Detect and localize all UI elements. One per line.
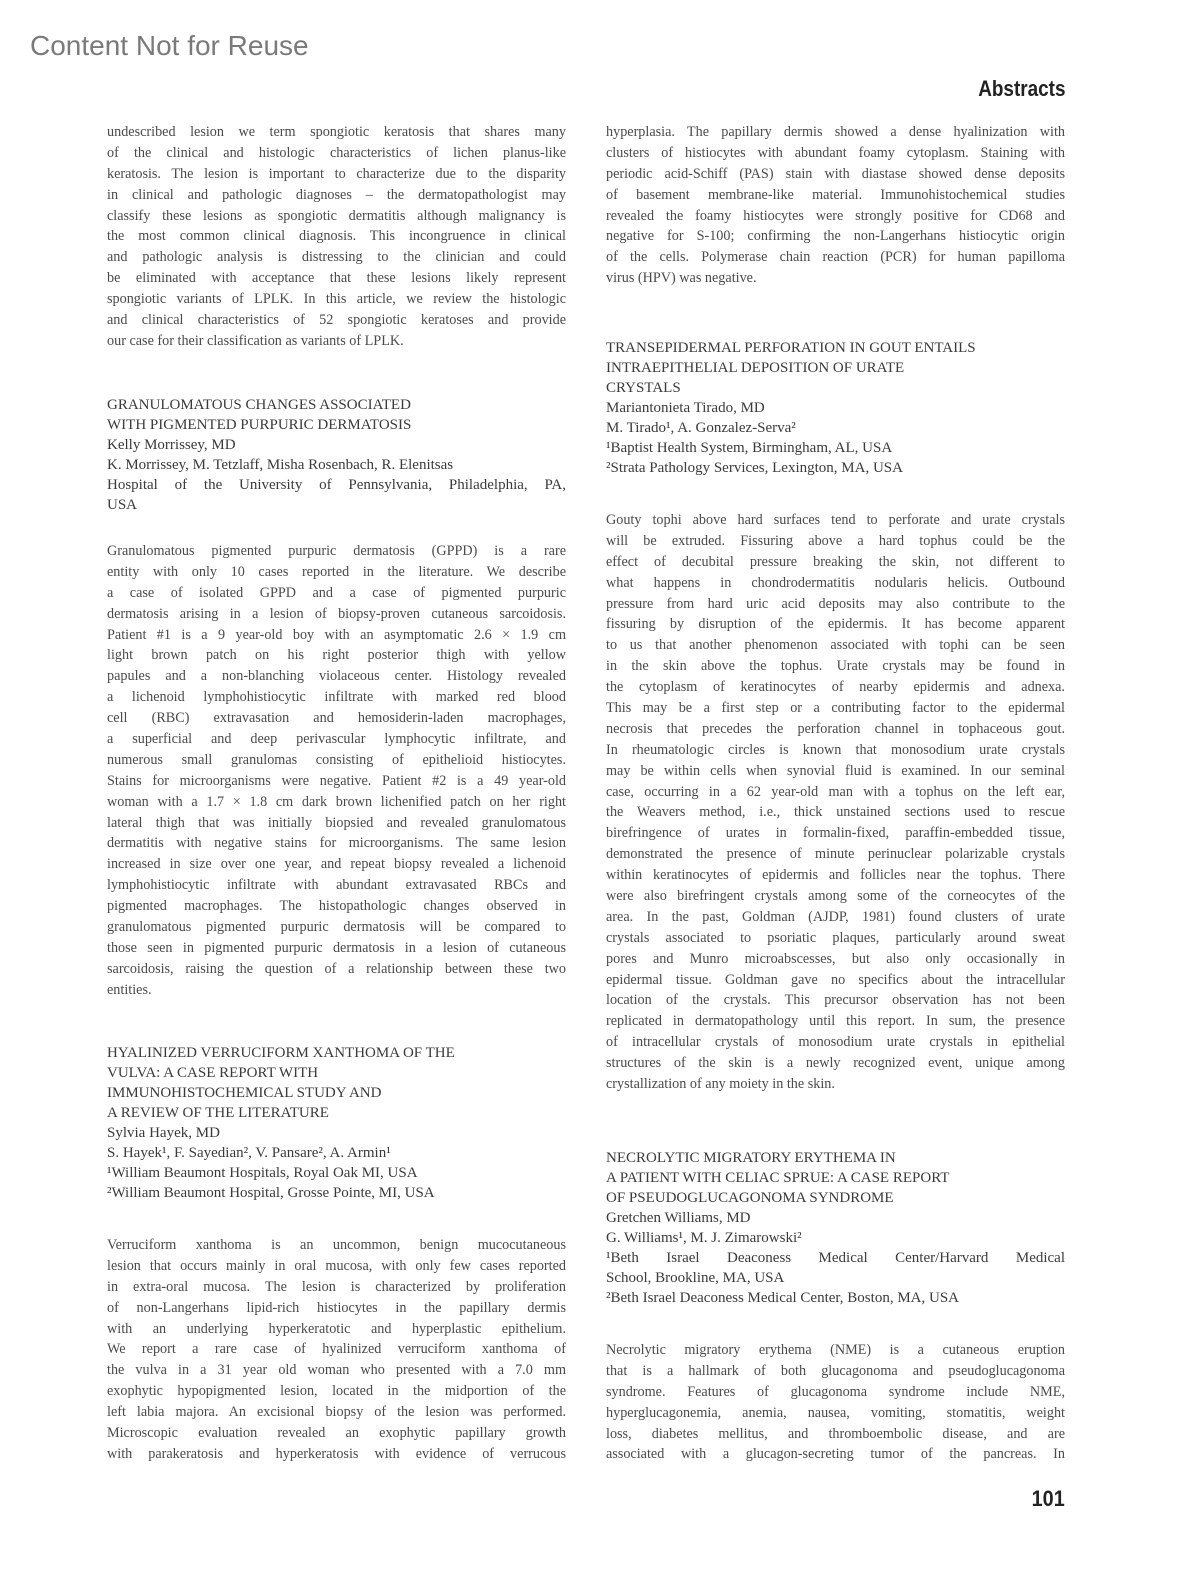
text-line: of the cells. Polymerase chain reaction (PCR) for human papilloma xyxy=(606,249,1065,266)
abstract-title-line: TRANSEPIDERMAL PERFORATION IN GOUT ENTAILS xyxy=(606,340,976,356)
text-line: the vulva in a 31 year old woman who presented with a 7.0 mm xyxy=(107,1362,566,1379)
text-line: revealed the foamy histiocytes were strongly positive for CD68 and xyxy=(606,207,1065,224)
abstract-title-line: NECROLYTIC MIGRATORY ERYTHEMA IN xyxy=(606,1150,896,1166)
text-line: granulomatous pigmented purpuric dermatosis will be compared to xyxy=(107,919,566,936)
author-affiliation-line: A REVIEW OF THE LITERATURE xyxy=(107,1105,329,1121)
text-line: will be extruded. Fissuring above a hard tophus could be the xyxy=(606,532,1065,549)
text-line: and pathologic analysis is distressing to the clinician and could xyxy=(107,249,566,266)
watermark: Content Not for Reuse xyxy=(30,30,309,61)
text-line: the cytoplasm of keratinocytes of nearby epidermis and adnexa. xyxy=(606,679,1065,696)
text-line: effect of decubital pressure breaking the skin, not different to xyxy=(606,553,1065,570)
text-line: necrosis that precedes the perforation channel in tophaceous gout. xyxy=(606,720,1065,737)
text-line: virus (HPV) was negative. xyxy=(606,270,757,287)
abstract-body-gout xyxy=(606,510,1065,1095)
text-line: be eliminated with acceptance that these lesions likely represent xyxy=(107,270,566,287)
text-line: those seen in pigmented purpuric dermatosis in a lesion of cutaneous xyxy=(107,939,566,956)
text-line: and clinical characteristics of 52 spongiotic keratoses and provide xyxy=(107,312,566,329)
abstract-title-line: INTRAEPITHELIAL DEPOSITION OF URATE xyxy=(606,360,905,376)
text-line: replicated in dermatopathology until this report. In sum, the presence xyxy=(606,1013,1065,1030)
abstract-title-line: OF PSEUDOGLUCAGONOMA SYNDROME xyxy=(606,1190,894,1206)
text-line: undescribed lesion we term spongiotic keratosis that shares many xyxy=(107,124,566,140)
text-line: crystallization of any moiety in the skin. xyxy=(606,1076,835,1093)
text-line: dermatosis arising in a lesion of biopsy-proven cutaneous sarcoidosis. xyxy=(107,605,566,622)
text-line: fissuring by disruption of the epidermis. It has become apparent xyxy=(606,616,1065,633)
text-line: light brown patch on his right posterior thigh with yellow xyxy=(107,647,566,664)
abstract-header-xanthoma xyxy=(107,1043,566,1203)
text-line: Patient #1 is a 9 year-old boy with an asymptomatic 2.6 × 1.9 cm xyxy=(107,626,566,643)
author-affiliation-line: K. Morrissey, M. Tetzlaff, Misha Rosenbach, R. Elenitsas xyxy=(107,457,454,473)
text-line: Microscopic evaluation revealed an exophytic papillary growth xyxy=(107,1425,566,1442)
author-affiliation-line: ¹Beth Israel Deaconess Medical Center/Harvard Medical xyxy=(606,1250,1065,1266)
text-line: entities. xyxy=(107,981,152,998)
abstract-header-gppd xyxy=(107,395,566,515)
text-line: pores and Munro microabscesses, but also only occasionally in xyxy=(606,950,1065,967)
author-affiliation-line: ²Beth Israel Deaconess Medical Center, Boston, MA, USA xyxy=(606,1290,959,1306)
text-line: hyperglucagonemia, anemia, nausea, vomiting, stomatitis, weight xyxy=(606,1404,1065,1421)
continued-abstract-text xyxy=(107,122,566,352)
abstract-title-line: GRANULOMATOUS CHANGES ASSOCIATED xyxy=(107,397,411,413)
text-line: periodic acid-Schiff (PAS) stain with diastase showed dense deposits xyxy=(606,165,1065,182)
text-line: negative for S-100; confirming the non-Langerhans histiocytic origin xyxy=(606,228,1065,245)
author-affiliation-line: ¹Baptist Health System, Birmingham, AL, USA xyxy=(606,440,893,456)
text-line: dermatitis with negative stains for microorganisms. The same lesion xyxy=(107,835,566,852)
text-line: with an underlying hyperkeratotic and hyperplastic epithelium. xyxy=(107,1320,566,1337)
text-line: the most common clinical diagnosis. This incongruence in clinical xyxy=(107,228,566,245)
abstract-body-xanthoma xyxy=(107,1235,566,1465)
text-line: sarcoidosis, raising the question of a relationship between these two xyxy=(107,960,566,977)
abstract-header-nme xyxy=(606,1148,1065,1308)
text-line: were also birefringent crystals among some of the corneocytes of the xyxy=(606,888,1065,905)
author-affiliation-line: G. Williams¹, M. J. Zimarowski² xyxy=(606,1230,802,1246)
text-line: Verruciform xanthoma is an uncommon, benign mucocutaneous xyxy=(107,1237,566,1253)
abstract-title-line: HYALINIZED VERRUCIFORM XANTHOMA OF THE xyxy=(107,1045,455,1061)
text-line: syndrome. Features of glucagonoma syndrome include NME, xyxy=(606,1383,1065,1400)
text-line: lymphohistiocytic infiltrate with abundant extravasated RBCs and xyxy=(107,877,566,894)
author-affiliation-line: Kelly Morrissey, MD xyxy=(107,437,236,453)
abstract-title-line: VULVA: A CASE REPORT WITH xyxy=(107,1065,319,1081)
continued-abstract-text-xanthoma xyxy=(606,122,1065,289)
text-line: what happens in chondrodermatitis nodularis helicis. Outbound xyxy=(606,574,1065,591)
text-line: birefringence of urates in formalin-fixed, paraffin-embedded tissue, xyxy=(606,825,1065,842)
author-affiliation-line: Sylvia Hayek, MD xyxy=(107,1125,220,1141)
text-line: a lichenoid lymphohistiocytic infiltrate with marked red blood xyxy=(107,689,566,706)
text-line: demonstrated the presence of minute perinuclear polarizable crystals xyxy=(606,846,1065,863)
text-line: structures of the skin is a newly recognized event, unique among xyxy=(606,1055,1065,1072)
text-line: our case for their classification as variants of LPLK. xyxy=(107,332,404,349)
text-line: to us that another phenomenon associated with tophi can be seen xyxy=(606,637,1065,654)
text-line: papules and a non-blanching violaceous center. Histology revealed xyxy=(107,668,566,685)
abstract-title-line: CRYSTALS xyxy=(606,380,681,396)
text-line: hyperplasia. The papillary dermis showed a dense hyalinization with xyxy=(606,124,1065,140)
text-line: This may be a first step or a contributing factor to the epidermal xyxy=(606,700,1065,717)
text-line: In rheumatologic circles is known that monosodium urate crystals xyxy=(606,741,1065,758)
text-line: Gouty tophi above hard surfaces tend to perforate and urate crystals xyxy=(606,512,1065,528)
text-line: keratosis. The lesion is important to characterize due to the disparity xyxy=(107,165,566,182)
text-line: a superficial and deep perivascular lymphocytic infiltrate, and xyxy=(107,731,566,748)
abstract-body-gppd xyxy=(107,541,566,1001)
text-line: Granulomatous pigmented purpuric dermatosis (GPPD) is a rare xyxy=(107,543,566,559)
text-line: that is a hallmark of both glucagonoma and pseudoglucagonoma xyxy=(606,1362,1065,1379)
abstract-title-line: IMMUNOHISTOCHEMICAL STUDY AND xyxy=(107,1085,382,1101)
abstract-header-gout xyxy=(606,338,1065,478)
text-line: pigmented macrophages. The histopathologic changes observed in xyxy=(107,898,566,915)
text-line: crystals associated to psoriatic plaques, particularly around sweat xyxy=(606,929,1065,946)
text-line: Necrolytic migratory erythema (NME) is a cutaneous eruption xyxy=(606,1342,1065,1358)
author-affiliation-line: Mariantonieta Tirado, MD xyxy=(606,400,765,416)
text-line: clusters of histiocytes with abundant foamy cytoplasm. Staining with xyxy=(606,144,1065,161)
abstract-title-line: A PATIENT WITH CELIAC SPRUE: A CASE REPORT xyxy=(606,1170,950,1186)
text-line: associated with a glucagon-secreting tumor of the pancreas. In xyxy=(606,1446,1065,1463)
author-affiliation-line: Hospital of the University of Pennsylvania, Philadelphia, PA, xyxy=(107,477,566,493)
text-line: area. In the past, Goldman (AJDP, 1981) found clusters of urate xyxy=(606,908,1065,925)
text-line: the Weavers method, i.e., thick unstained sections used to rescue xyxy=(606,804,1065,821)
text-line: classify these lesions as spongiotic dermatitis although malignancy is xyxy=(107,207,566,224)
author-affiliation-line: School, Brookline, MA, USA xyxy=(606,1270,785,1286)
section-label: Abstracts xyxy=(977,76,1065,101)
text-line: of intracellular crystals of monosodium urate crystals in epithelial xyxy=(606,1034,1065,1051)
text-line: pressure from hard uric acid deposits may also contribute to the xyxy=(606,595,1065,612)
author-affiliation-line: ¹William Beaumont Hospitals, Royal Oak MI, USA xyxy=(107,1165,418,1181)
text-line: with parakeratosis and hyperkeratosis with evidence of verrucous xyxy=(107,1445,566,1462)
text-line: increased in size over one year, and repeat biopsy revealed a lichenoid xyxy=(107,856,566,873)
text-line: numerous small granulomas consisting of epithelioid histiocytes. xyxy=(107,751,566,768)
author-affiliation-line: ²Strata Pathology Services, Lexington, MA, USA xyxy=(606,460,903,476)
text-line: location of the crystals. This precursor observation has not been xyxy=(606,992,1065,1009)
text-line: spongiotic variants of LPLK. In this article, we review the histologic xyxy=(107,291,566,308)
text-line: in extra-oral mucosa. The lesion is characterized by proliferation xyxy=(107,1278,566,1295)
author-affiliation-line: S. Hayek¹, F. Sayedian², V. Pansare², A. Armin¹ xyxy=(107,1145,391,1161)
text-line: lateral thigh that was initially biopsied and revealed granulomatous xyxy=(107,814,566,831)
abstract-title-line: WITH PIGMENTED PURPURIC DERMATOSIS xyxy=(107,417,412,433)
text-line: loss, diabetes mellitus, and thromboembolic disease, and are xyxy=(606,1425,1065,1442)
author-affiliation-line: USA xyxy=(107,497,138,513)
abstract-body-nme xyxy=(606,1340,1065,1465)
text-line: lesion that occurs mainly in oral mucosa, with only few cases reported xyxy=(107,1257,566,1274)
text-line: exophytic hypopigmented lesion, located in the midportion of the xyxy=(107,1383,566,1400)
text-line: left labia majora. An excisional biopsy of the lesion was performed. xyxy=(107,1404,566,1421)
text-line: cell (RBC) extravasation and hemosiderin-laden macrophages, xyxy=(107,710,566,727)
text-line: a case of isolated GPPD and a case of pigmented purpuric xyxy=(107,584,566,601)
text-line: entity with only 10 cases reported in the literature. We describe xyxy=(107,563,566,580)
text-line: of non-Langerhans lipid-rich histiocytes in the papillary dermis xyxy=(107,1299,566,1316)
author-affiliation-line: ²William Beaumont Hospital, Grosse Pointe, MI, USA xyxy=(107,1185,435,1201)
text-line: woman with a 1.7 × 1.8 cm dark brown lichenified patch on her right xyxy=(107,793,566,810)
text-line: within keratinocytes of epidermis and follicles near the tophus. There xyxy=(606,867,1065,884)
text-line: may be within cells when synovial fluid is examined. In our seminal xyxy=(606,762,1065,779)
author-affiliation-line: Gretchen Williams, MD xyxy=(606,1210,751,1226)
text-line: epidermal tissue. Goldman gave no specifics about the intracellular xyxy=(606,971,1065,988)
text-line: case, occurring in a 62 year-old man with a tophus on the left ear, xyxy=(606,783,1065,800)
text-line: in the skin above the tophus. Urate crystals may be found in xyxy=(606,658,1065,675)
text-line: in clinical and pathologic diagnoses – the dermatopathologist may xyxy=(107,186,566,203)
text-line: of basement membrane-like material. Immunohistochemical studies xyxy=(606,186,1065,203)
text-line: of the clinical and histologic characteristics of lichen planus-like xyxy=(107,144,566,161)
text-line: Stains for microorganisms were negative. Patient #2 is a 49 year-old xyxy=(107,772,566,789)
text-line: We report a rare case of hyalinized verruciform xanthoma of xyxy=(107,1341,566,1358)
page-number: 101 xyxy=(1031,1486,1065,1511)
author-affiliation-line: M. Tirado¹, A. Gonzalez-Serva² xyxy=(606,420,796,436)
